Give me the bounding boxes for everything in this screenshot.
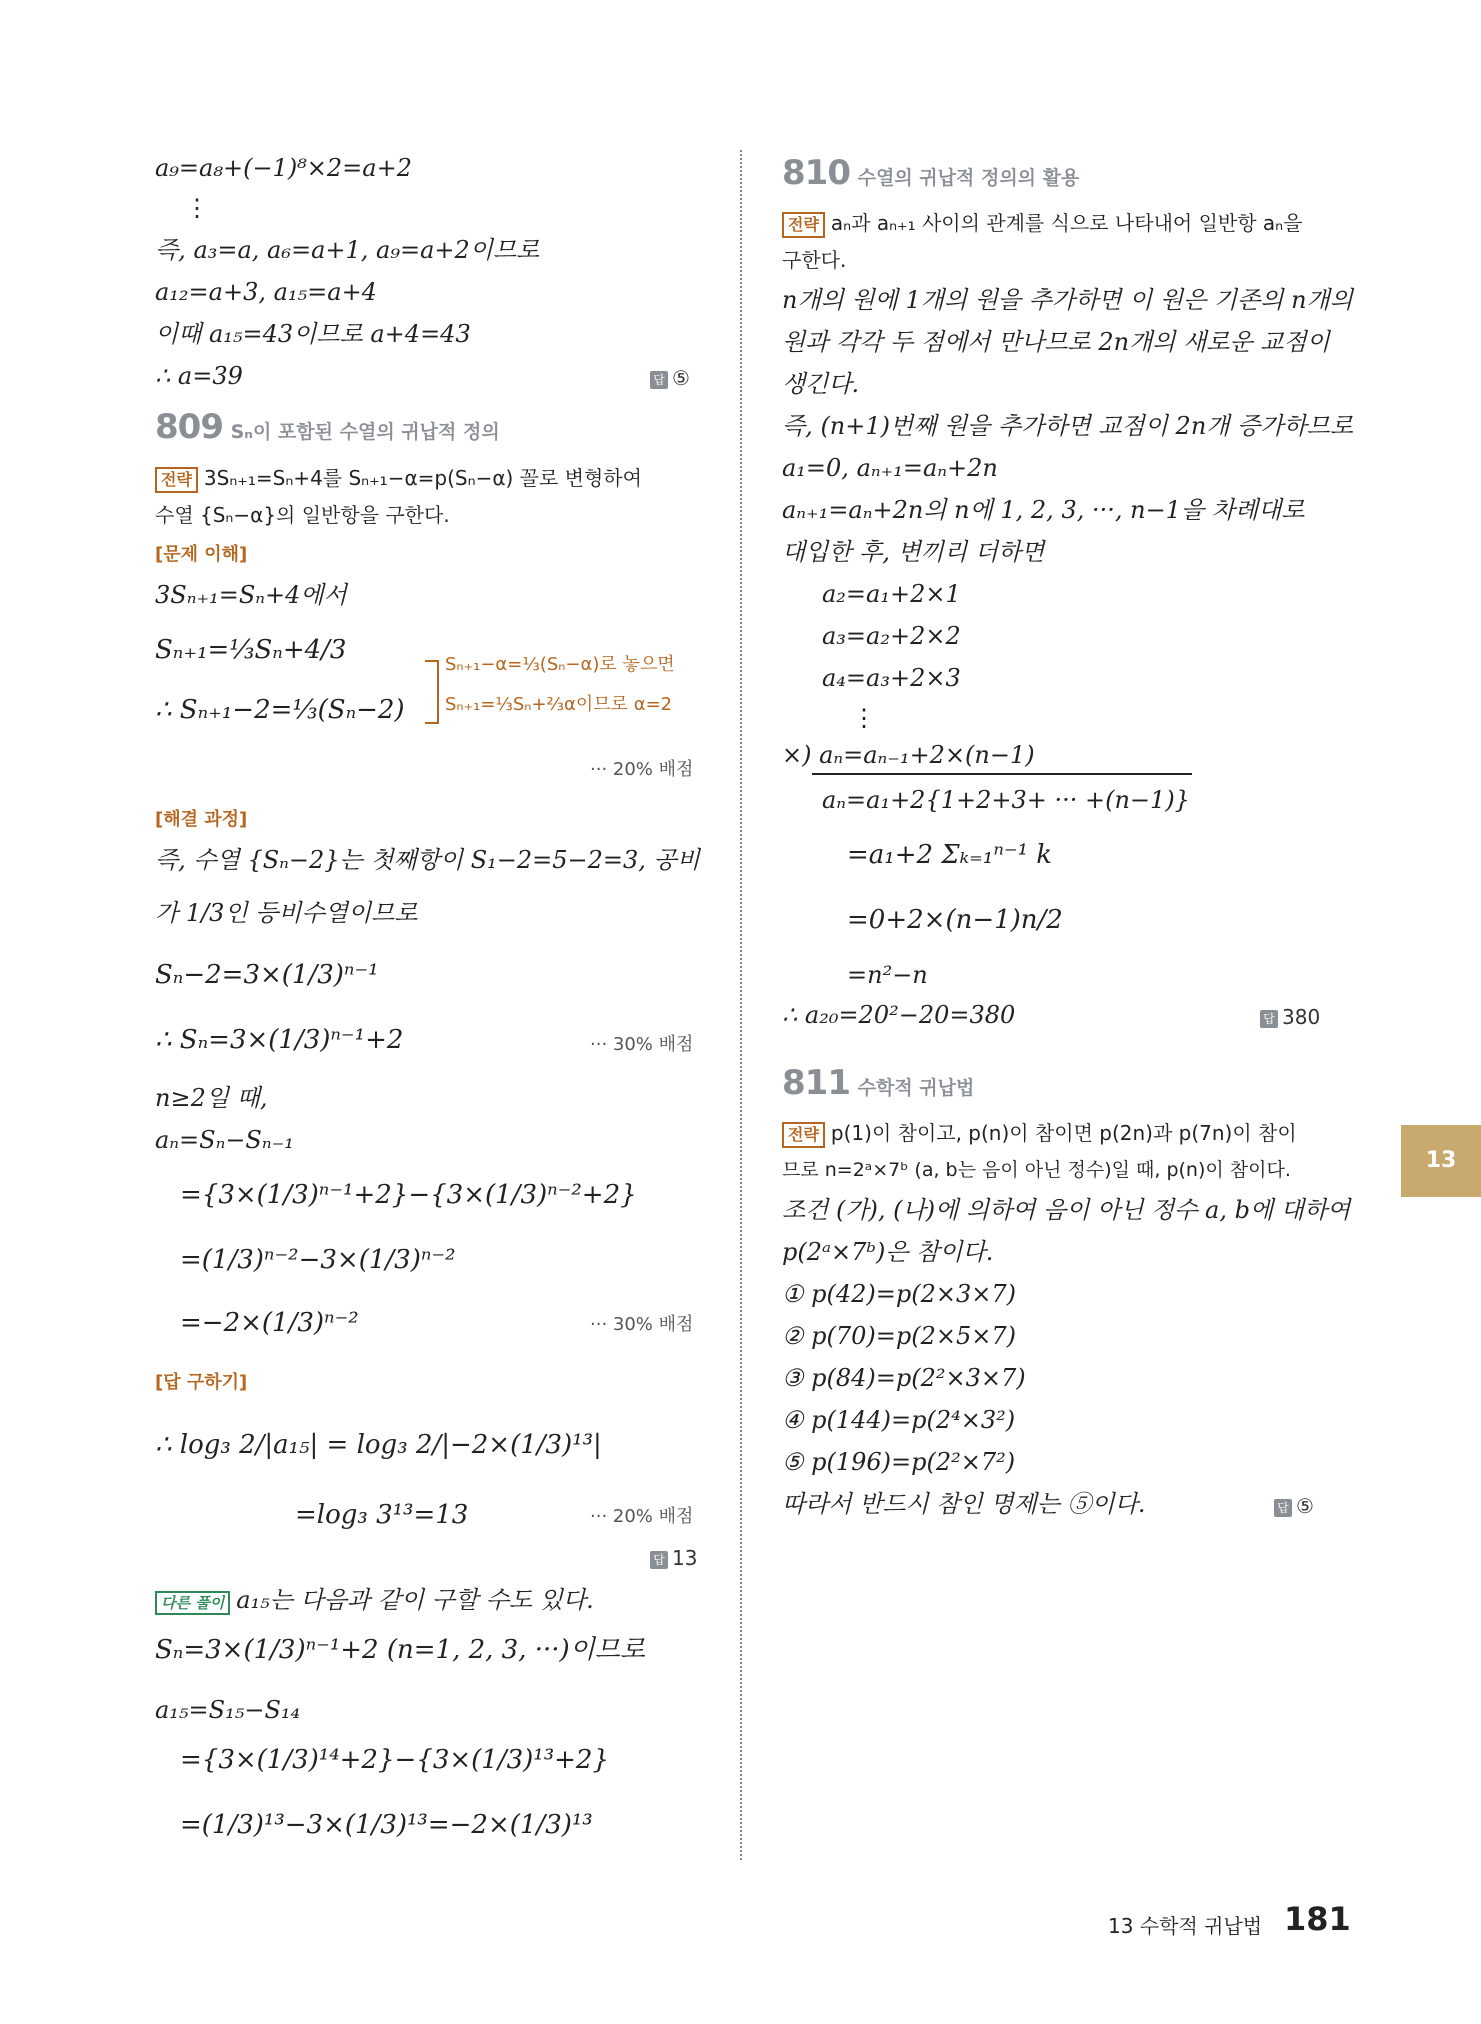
alt-solution-tag: 다른 풀이 [155, 1591, 230, 1615]
solve-line1: 즉, 수열 {Sₙ−2}는 첫째항이 S₁−2=5−2=3, 공비 [155, 846, 700, 874]
conclusion-811: 따라서 반드시 참인 명제는 ⑤이다. [782, 1490, 1146, 1518]
answer-809: 답 13 [650, 1543, 697, 1573]
note-line2: Sₙ₊₁=⅓Sₙ+⅔α이므로 α=2 [445, 694, 673, 715]
text-810-5: a₁=0, aₙ₊₁=aₙ+2n [782, 454, 998, 482]
answer-log-result: =log₃ 3¹³=13 [295, 1500, 469, 1530]
sum-total: aₙ=a₁+2{1+2+3+ ··· +(n−1)} [822, 786, 1190, 814]
alt-a15-expand: ={3×(1/3)¹⁴+2}−{3×(1/3)¹³+2} [180, 1745, 609, 1775]
choice-3: ③ p(84)=p(2²×3×7) [782, 1364, 1026, 1392]
alt-solution-intro: 다른 풀이 a₁₅는 다음과 같이 구할 수도 있다. [155, 1585, 594, 1615]
solve-n-ge-2: n≥2일 때, [155, 1084, 268, 1112]
chapter-tab: 13 [1401, 1125, 1481, 1197]
strategy-tag: 전략 [782, 1122, 825, 1148]
solve-Sn: ∴ Sₙ=3×(1/3)ⁿ⁻¹+2 [155, 1025, 404, 1055]
eq-recurrence: ∴ Sₙ₊₁−2=⅓(Sₙ−2) [155, 695, 405, 725]
problem-title: 수학적 귀납법 [857, 1077, 975, 1099]
problem-title: Sₙ이 포함된 수열의 귀납적 정의 [230, 421, 500, 443]
eq-given: 3Sₙ₊₁=Sₙ+4에서 [155, 581, 347, 609]
problem-title: 수열의 귀납적 정의의 활용 [857, 167, 1080, 189]
text-810-7: 대입한 후, 변끼리 더하면 [782, 538, 1045, 566]
result-a20: ∴ a₂₀=20²−20=380 [782, 1001, 1016, 1029]
line-a15: 이때 a₁₅=43이므로 a+4=43 [155, 320, 471, 348]
answer-log: ∴ log₃ 2/|a₁₅| = log₃ 2/|−2×(1/3)¹³| [155, 1430, 602, 1460]
sum-line-a3: a₃=a₂+2×2 [822, 622, 961, 650]
solve-an-final: =−2×(1/3)ⁿ⁻² [180, 1308, 359, 1338]
solve-an: aₙ=Sₙ−Sₙ₋₁ [155, 1126, 294, 1154]
sum-line-an: ×) aₙ=aₙ₋₁+2×(n−1) [782, 741, 1035, 769]
text-810-2: 원과 각각 두 점에서 만나므로 2n개의 새로운 교점이 [782, 328, 1330, 356]
solve-line2: 가 1/3인 등비수열이므로 [155, 899, 418, 927]
choice-4: ④ p(144)=p(2⁴×3²) [782, 1406, 1016, 1434]
score-20-b: ··· 20% 배점 [590, 1506, 694, 1527]
answer-811: 답 ⑤ [1274, 1491, 1314, 1521]
strategy-810: 전략 aₙ과 aₙ₊₁ 사이의 관계를 식으로 나타내어 일반항 aₙ을 [782, 208, 1302, 238]
problem-809-header [155, 407, 500, 447]
sum-line-a2: a₂=a₁+2×1 [822, 580, 961, 608]
answer-icon: 답 [1274, 1499, 1292, 1517]
solve-an-simplify: =(1/3)ⁿ⁻²−3×(1/3)ⁿ⁻² [180, 1245, 456, 1275]
page-number: 181 [1284, 1900, 1351, 1938]
problem-811-header [782, 1063, 975, 1103]
problem-number: 811 [782, 1063, 850, 1103]
section-understand: [문제 이해] [155, 544, 248, 565]
eq-transform: Sₙ₊₁=⅓Sₙ+4/3 [155, 635, 347, 665]
choice-2: ② p(70)=p(2×5×7) [782, 1322, 1016, 1350]
text-810-6: aₙ₊₁=aₙ+2n의 n에 1, 2, 3, ···, n−1을 차례대로 [782, 496, 1305, 524]
text-811-2: p(2ᵃ×7ᵇ)은 참이다. [782, 1238, 994, 1266]
column-divider [740, 150, 742, 1860]
sum-sigma: =a₁+2 Σₖ₌₁ⁿ⁻¹ k [847, 840, 1053, 870]
line-a12: a₁₂=a+3, a₁₅=a+4 [155, 278, 377, 306]
strategy-810-line2: 구한다. [782, 248, 847, 272]
problem-number: 809 [155, 407, 223, 447]
solve-Sn-minus2: Sₙ−2=3×(1/3)ⁿ⁻¹ [155, 960, 379, 990]
answer-icon: 답 [1260, 1010, 1278, 1028]
strategy-811-line2: 므로 n=2ᵃ×7ᵇ (a, b는 음이 아닌 정수)일 때, p(n)이 참이다. [782, 1159, 1291, 1181]
sum-line-a4: a₄=a₃+2×3 [822, 664, 961, 692]
note-bracket [425, 660, 439, 724]
text-810-1: n개의 원에 1개의 원을 추가하면 이 원은 기존의 n개의 [782, 286, 1353, 314]
line-period: 즉, a₃=a, a₆=a+1, a₉=a+2이므로 [155, 236, 540, 264]
text-811-1: 조건 (가), (나)에 의하여 음이 아닌 정수 a, b에 대하여 [782, 1196, 1351, 1224]
solve-an-expand: ={3×(1/3)ⁿ⁻¹+2}−{3×(1/3)ⁿ⁻²+2} [180, 1180, 637, 1210]
problem-number: 810 [782, 153, 850, 193]
note-line1: Sₙ₊₁−α=⅓(Sₙ−α)로 놓으면 [445, 654, 675, 675]
line-a9: a₉=a₈+(−1)⁸×2=a+2 [155, 154, 412, 182]
strategy-tag: 전략 [155, 467, 198, 493]
answer-810: 답 380 [1260, 1002, 1320, 1032]
section-answer: [답 구하기] [155, 1372, 248, 1393]
alt-a15: a₁₅=S₁₅−S₁₄ [155, 1696, 301, 1724]
alt-a15-result: =(1/3)¹³−3×(1/3)¹³=−2×(1/3)¹³ [180, 1810, 593, 1840]
sum-rule [812, 773, 1192, 775]
strategy-809-line2: 수열 {Sₙ−α}의 일반항을 구한다. [155, 503, 450, 527]
answer-icon: 답 [650, 371, 668, 389]
score-30-b: ··· 30% 배점 [590, 1314, 694, 1335]
strategy-811: 전략 p(1)이 참이고, p(n)이 참이면 p(2n)과 p(7n)이 참이 [782, 1118, 1297, 1148]
answer-icon: 답 [650, 1551, 668, 1569]
problem-810-header [782, 153, 1080, 193]
score-20-a: ··· 20% 배점 [590, 759, 694, 780]
strategy-tag: 전략 [782, 212, 825, 238]
vdots: ⋮ [185, 194, 209, 222]
answer-808: 답 ⑤ [650, 363, 690, 393]
text-810-3: 생긴다. [782, 370, 860, 398]
text-810-4: 즉, (n+1)번째 원을 추가하면 교점이 2n개 증가하므로 [782, 412, 1354, 440]
alt-Sn: Sₙ=3×(1/3)ⁿ⁻¹+2 (n=1, 2, 3, ···)이므로 [155, 1635, 646, 1665]
section-solve: [해결 과정] [155, 809, 248, 830]
sum-vdots: ⋮ [852, 704, 876, 732]
choice-5: ⑤ p(196)=p(2²×7²) [782, 1448, 1016, 1476]
strategy-809: 전략 3Sₙ₊₁=Sₙ+4를 Sₙ₊₁−α=p(Sₙ−α) 꼴로 변형하여 [155, 463, 642, 493]
line-result: ∴ a=39 [155, 362, 243, 390]
sum-formula: =0+2×(n−1)n/2 [847, 905, 1063, 935]
footer-chapter-title: 13 수학적 귀납법 [1108, 1914, 1263, 1938]
sum-result: =n²−n [847, 961, 928, 989]
score-30-a: ··· 30% 배점 [590, 1034, 694, 1055]
choice-1: ① p(42)=p(2×3×7) [782, 1280, 1016, 1308]
